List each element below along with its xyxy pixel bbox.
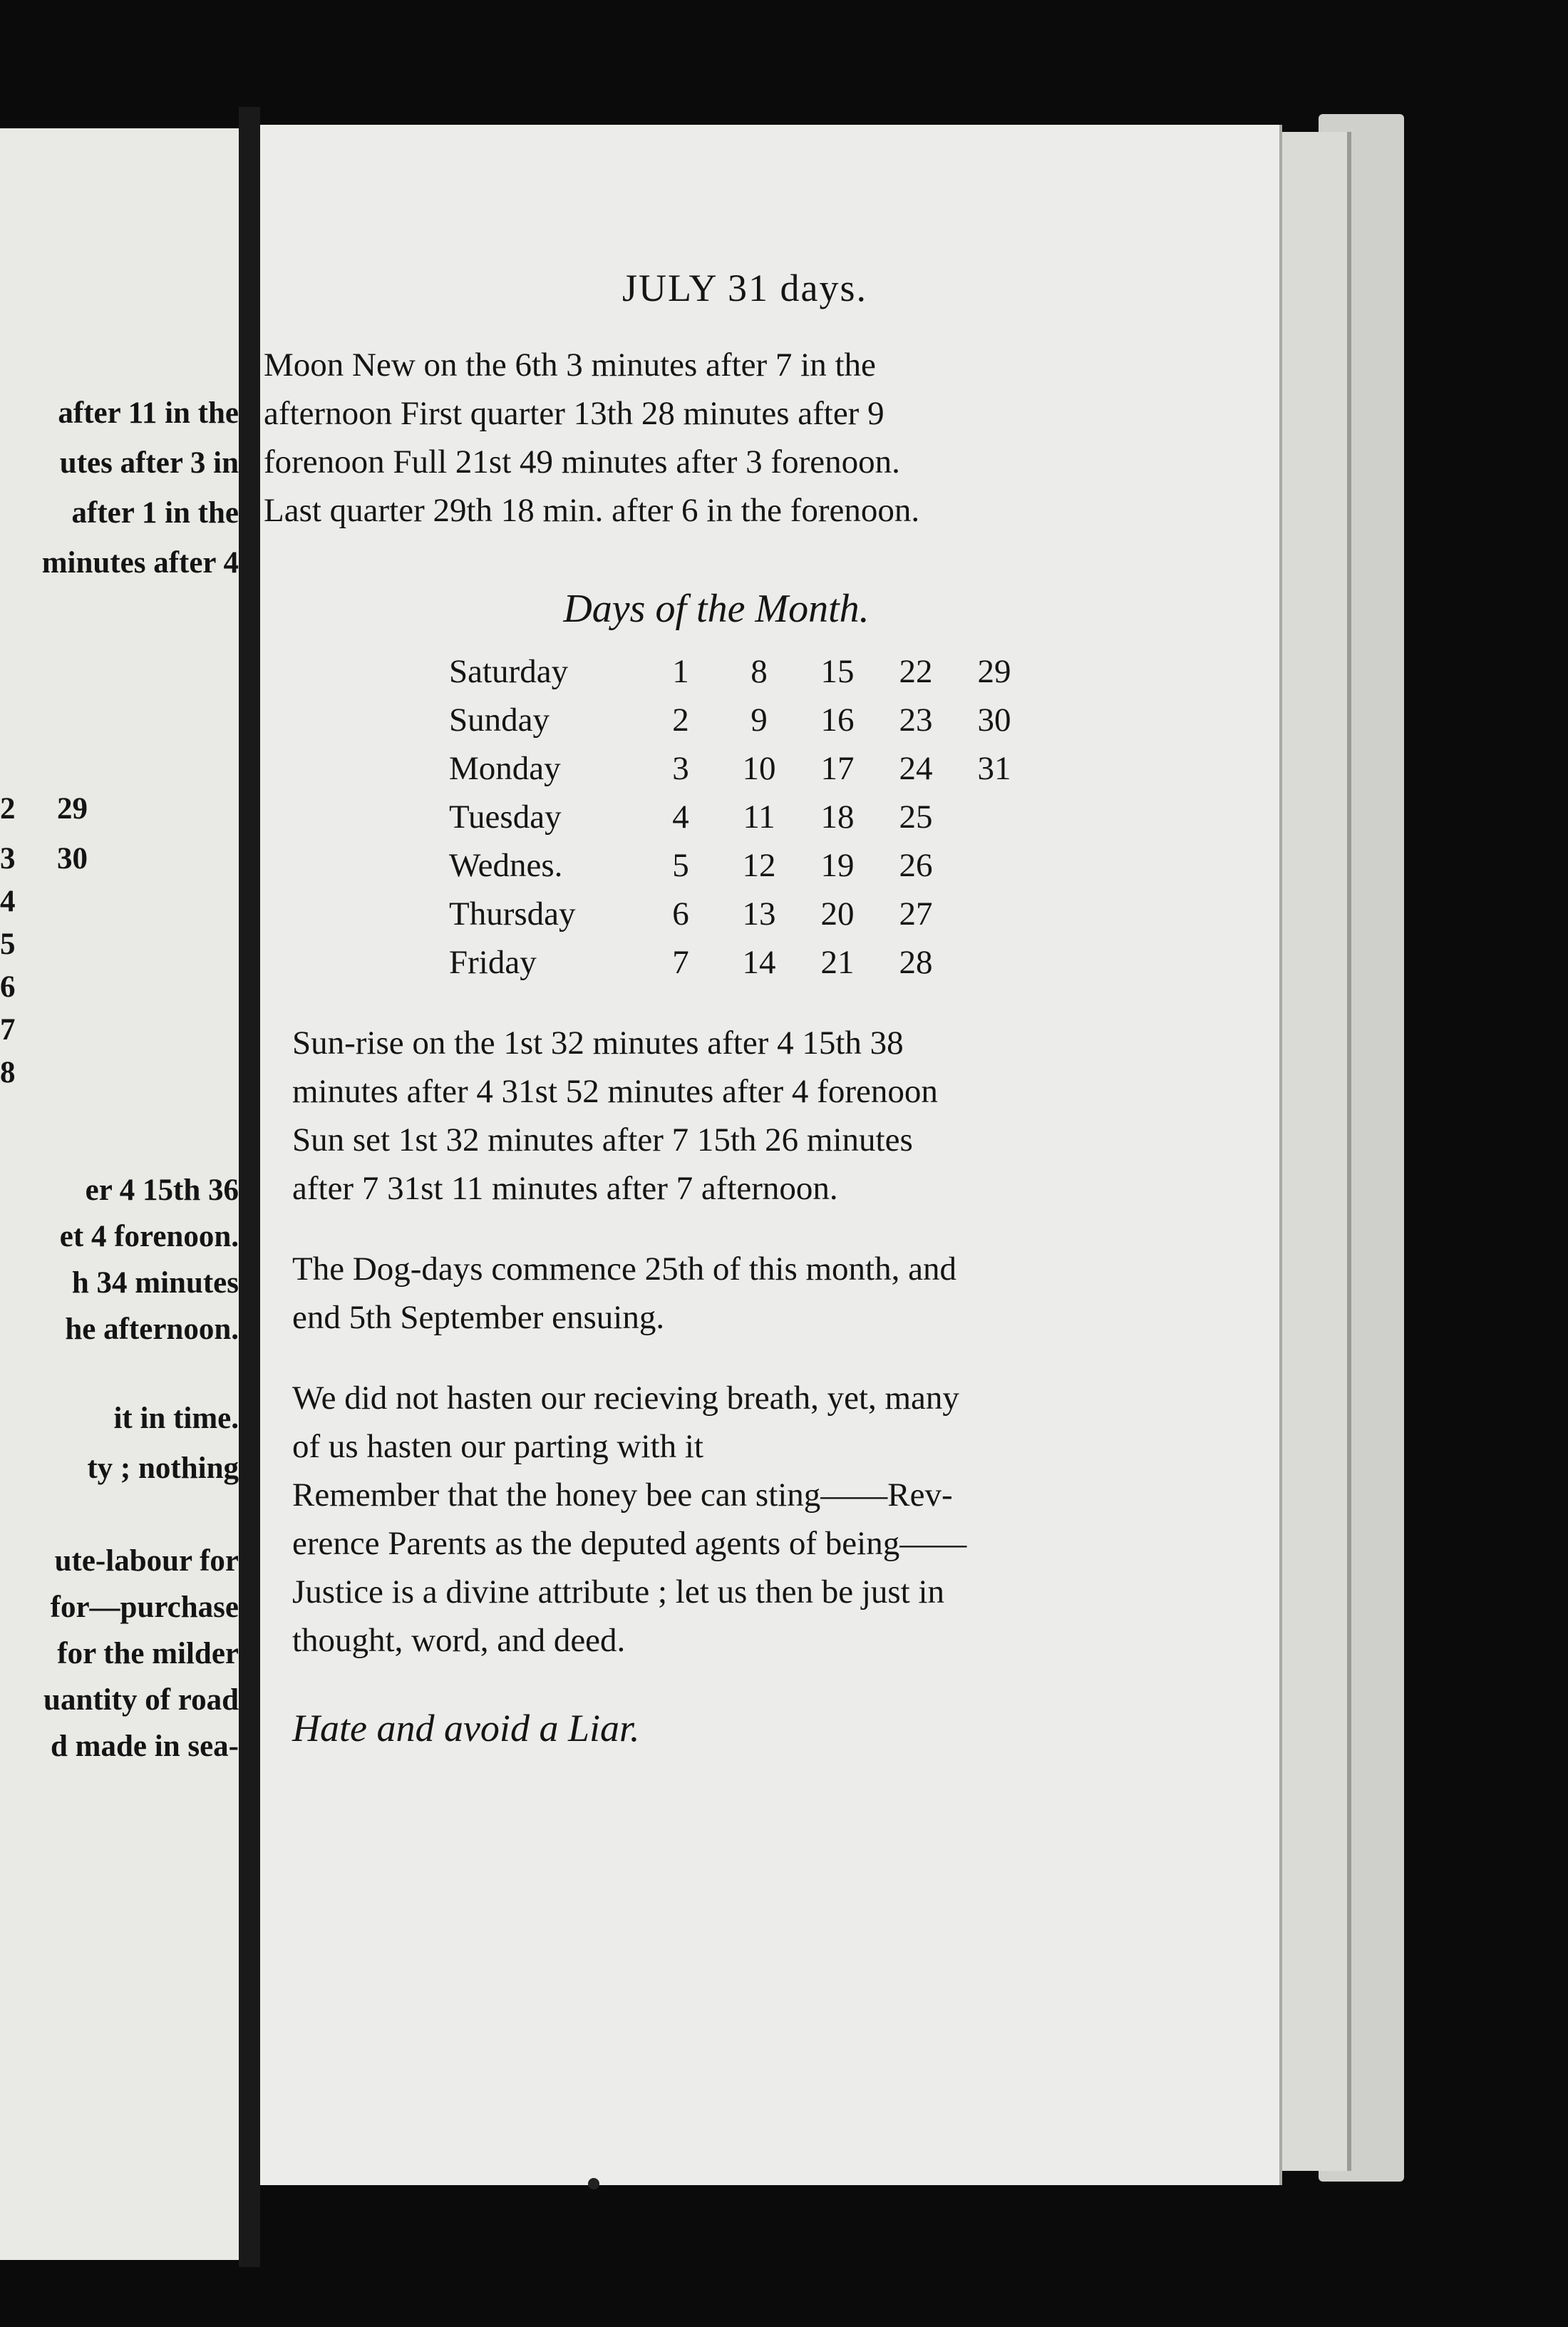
- maxim-line: erence Parents as the deputed agents of being——: [292, 1525, 967, 1562]
- dog-days-line: The Dog-days commence 25th of this month, and: [292, 1250, 956, 1288]
- day-date: 11: [743, 798, 775, 836]
- day-name: Friday: [449, 944, 537, 981]
- day-name: Tuesday: [449, 798, 562, 836]
- day-date: 27: [899, 895, 933, 933]
- day-date: 14: [742, 944, 776, 981]
- left-date-number: 29: [57, 792, 88, 826]
- left-date-number: 7: [0, 1013, 16, 1047]
- moon-line: afternoon First quarter 13th 28 minutes after 9: [264, 395, 884, 432]
- table-row: [449, 744, 1033, 793]
- closing-maxim: Hate and avoid a Liar.: [292, 1707, 640, 1750]
- sun-line: Sun-rise on the 1st 32 minutes after 4 15th 38: [292, 1024, 904, 1062]
- day-date: 17: [820, 750, 855, 787]
- day-date: [955, 890, 1033, 938]
- left-text-line: et 4 forenoon.: [59, 1220, 239, 1253]
- day-date: 8: [751, 653, 768, 690]
- book-gutter: [239, 107, 260, 2267]
- table-row: [449, 647, 1033, 696]
- left-date-number: 2: [0, 792, 16, 826]
- days-table: [449, 647, 1033, 987]
- left-date-number: 4: [0, 885, 16, 918]
- table-row: [449, 938, 1033, 987]
- day-date: 4: [672, 798, 689, 836]
- day-date: 28: [899, 944, 933, 981]
- table-row: [449, 890, 1033, 938]
- left-text-line: er 4 15th 36: [85, 1173, 239, 1207]
- left-text-line: h 34 minutes: [71, 1266, 239, 1300]
- moon-line: forenoon Full 21st 49 minutes after 3 forenoon.: [264, 443, 900, 481]
- day-date: 3: [672, 750, 689, 787]
- day-date: 6: [672, 895, 689, 933]
- left-text-line: minutes after 4: [41, 546, 239, 580]
- left-text-line: after 1 in the: [71, 496, 239, 530]
- left-text-line: uantity of road: [43, 1683, 239, 1717]
- day-name: Saturday: [449, 653, 569, 690]
- day-name: Sunday: [449, 702, 550, 739]
- left-text-line: for—purchase: [50, 1591, 239, 1624]
- maxim-line: We did not hasten our recieving breath, yet, many: [292, 1380, 959, 1417]
- left-date-number: 6: [0, 970, 16, 1004]
- day-date: 5: [672, 847, 689, 884]
- left-date-number: 30: [57, 842, 88, 875]
- maxim-line: Justice is a divine attribute ; let us then be just in: [292, 1573, 945, 1611]
- day-date: 18: [820, 798, 855, 836]
- table-row: [449, 793, 1033, 841]
- dog-days-note: [292, 1245, 1169, 1342]
- day-date: 23: [899, 702, 933, 739]
- day-date: [955, 841, 1033, 890]
- day-date: 25: [899, 798, 933, 836]
- day-date: 19: [820, 847, 855, 884]
- left-text-line: after 11 in the: [58, 396, 239, 430]
- left-page: [0, 128, 239, 2260]
- day-date: 12: [742, 847, 776, 884]
- moon-phases: [264, 341, 1169, 535]
- left-date-number: 5: [0, 928, 16, 961]
- days-heading: Days of the Month.: [563, 587, 870, 631]
- day-date: 13: [742, 895, 776, 933]
- left-text-line: utes after 3 in: [59, 446, 239, 480]
- day-date: 15: [820, 653, 855, 690]
- left-text-line: d made in sea-: [51, 1730, 239, 1763]
- moon-line: Moon New on the 6th 3 minutes after 7 in the: [264, 346, 876, 384]
- month-title: JULY 31 days.: [621, 267, 868, 309]
- day-date: 2: [672, 702, 689, 739]
- left-text-line: for the milder: [57, 1637, 239, 1670]
- left-text-line: ute-labour for: [54, 1544, 239, 1578]
- day-name: Wednes.: [449, 847, 563, 884]
- day-date: [955, 793, 1033, 841]
- day-date: 1: [672, 653, 689, 690]
- day-date: 26: [899, 847, 933, 884]
- day-date: 10: [742, 750, 776, 787]
- sun-line: Sun set 1st 32 minutes after 7 15th 26 minutes: [292, 1121, 913, 1159]
- left-text-line: ty ; nothing: [87, 1452, 239, 1485]
- table-row: [449, 841, 1033, 890]
- day-date: 16: [820, 702, 855, 739]
- almanac-page-content: [264, 264, 1169, 1752]
- maxim-line: thought, word, and deed.: [292, 1622, 626, 1659]
- day-date: 24: [899, 750, 933, 787]
- day-name: Monday: [449, 750, 561, 787]
- moon-line: Last quarter 29th 18 min. after 6 in the forenoon.: [264, 492, 920, 529]
- day-date: 20: [820, 895, 855, 933]
- day-date: 31: [977, 750, 1011, 787]
- day-date: 29: [977, 653, 1011, 690]
- day-date: 9: [751, 702, 768, 739]
- maxim-line: of us hasten our parting with it: [292, 1428, 703, 1465]
- dog-days-line: end 5th September ensuing.: [292, 1299, 665, 1336]
- day-date: [955, 938, 1033, 987]
- day-date: 30: [977, 702, 1011, 739]
- table-row: [449, 696, 1033, 744]
- day-date: 21: [820, 944, 855, 981]
- day-name: Thursday: [449, 895, 576, 933]
- sun-times: [292, 1019, 1169, 1213]
- left-date-number: 8: [0, 1056, 16, 1089]
- sun-line: minutes after 4 31st 52 minutes after 4 forenoon: [292, 1073, 938, 1110]
- page-speck: [588, 2178, 599, 2189]
- left-text-line: he afternoon.: [65, 1313, 239, 1346]
- left-text-line: it in time.: [113, 1402, 239, 1435]
- day-date: 22: [899, 653, 933, 690]
- day-date: 7: [672, 944, 689, 981]
- maxim-line: Remember that the honey bee can sting——Rev-: [292, 1476, 953, 1514]
- maxims: [292, 1374, 1169, 1665]
- left-date-number: 3: [0, 842, 16, 875]
- sun-line: after 7 31st 11 minutes after 7 afternoon.: [292, 1170, 838, 1207]
